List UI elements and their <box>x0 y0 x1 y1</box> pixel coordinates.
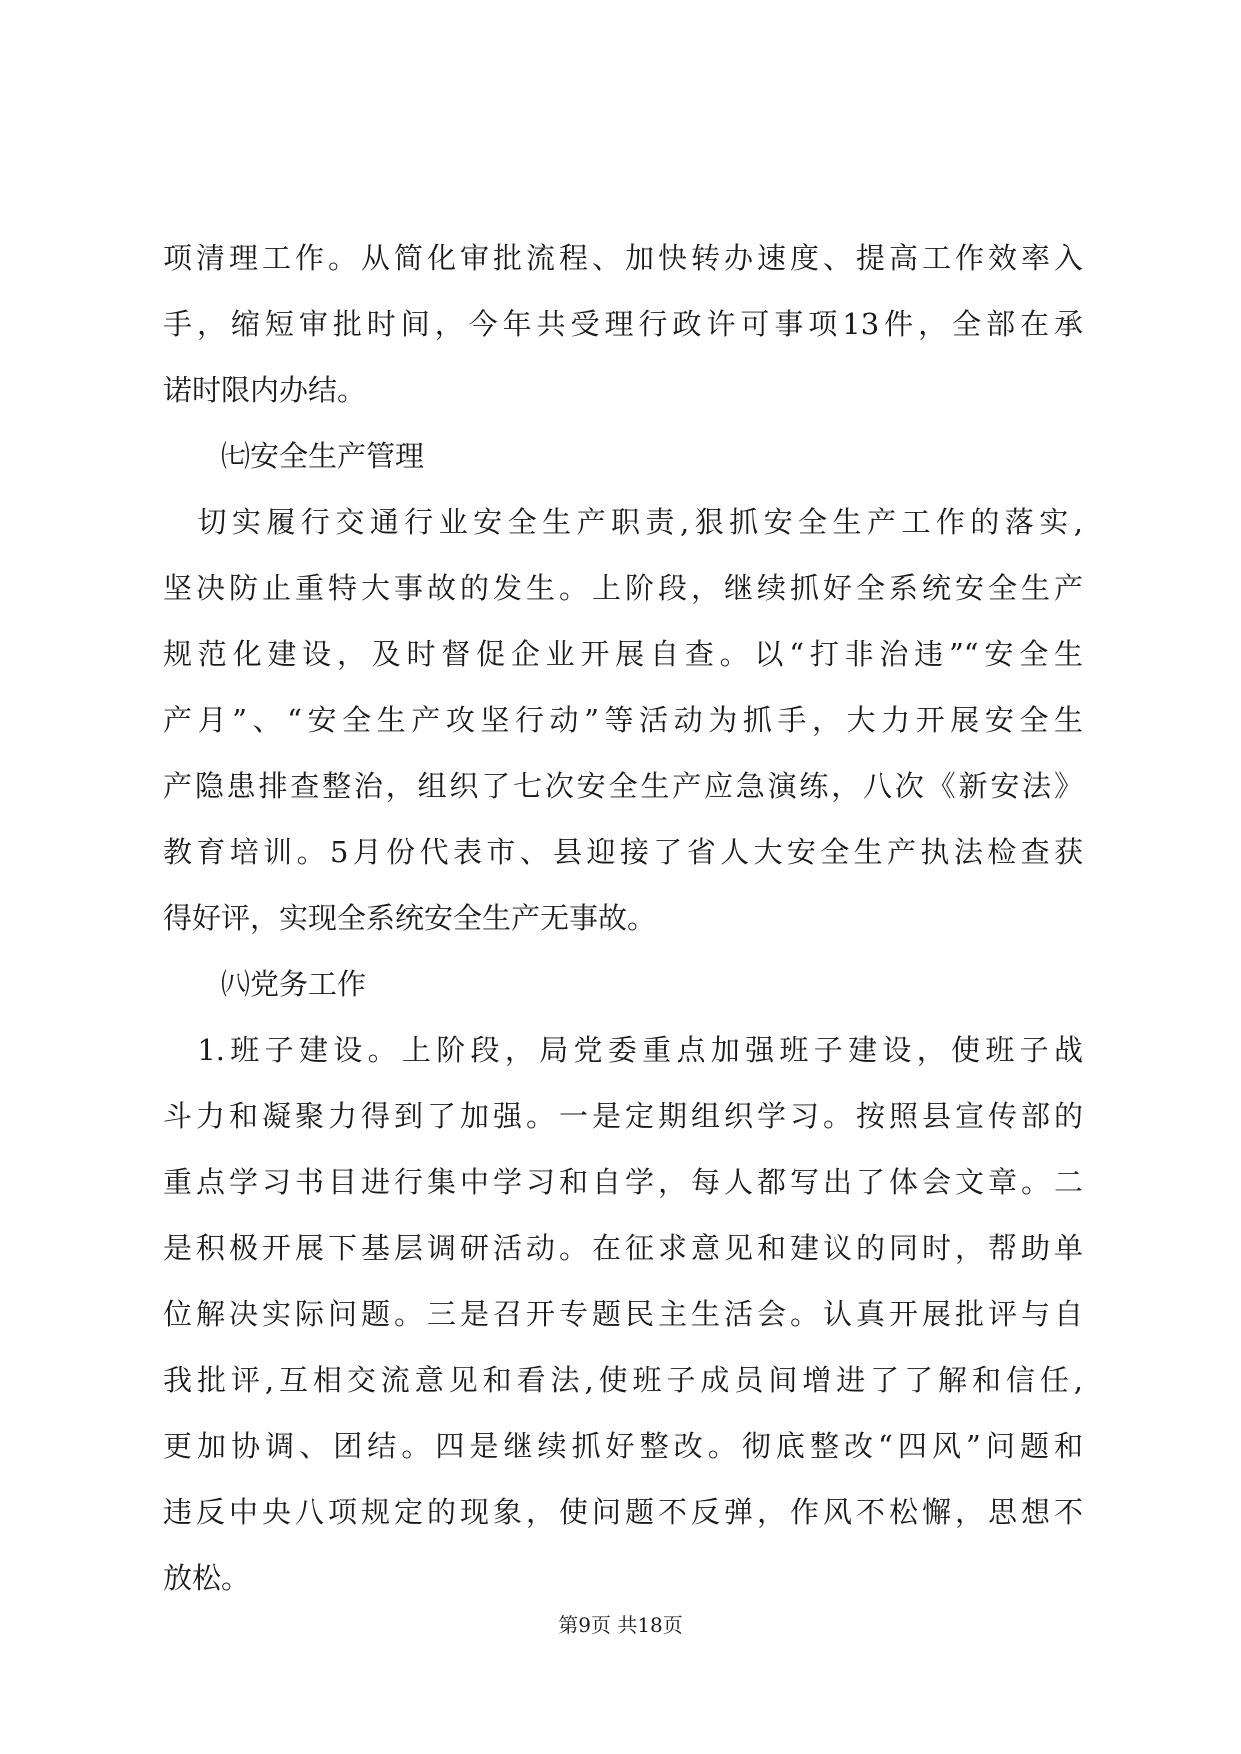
text-line: 1.班子建设。上阶段，局党委重点加强班子建设，使班子战 <box>163 1033 1083 1067</box>
text-line: 诺时限内办结。 <box>163 373 367 407</box>
page-footer: 第9页 共18页 <box>558 1613 683 1637</box>
text-line: 位解决实际问题。三是召开专题民主生活会。认真开展批评与自 <box>163 1297 1083 1331</box>
text-line: 规范化建设，及时督促企业开展自查。以“打非治违”“安全生 <box>163 637 1083 671</box>
text-line: 切实履行交通行业安全生产职责,狠抓安全生产工作的落实, <box>163 505 1083 539</box>
section-heading: ㈦安全生产管理 <box>221 439 425 473</box>
text-line: 更加协调、团结。四是继续抓好整改。彻底整改“四风”问题和 <box>163 1429 1083 1463</box>
text-line: 重点学习书目进行集中学习和自学，每人都写出了体会文章。二 <box>163 1165 1083 1199</box>
text-line: 违反中央八项规定的现象，使问题不反弹，作风不松懈，思想不 <box>163 1495 1083 1529</box>
text-line: 产隐患排查整治，组织了七次安全生产应急演练，八次《新安法》 <box>163 769 1083 803</box>
text-line: 产月”、“安全生产攻坚行动”等活动为抓手，大力开展安全生 <box>163 703 1083 737</box>
text-line: 斗力和凝聚力得到了加强。一是定期组织学习。按照县宣传部的 <box>163 1099 1083 1133</box>
text-line: 放松。 <box>163 1561 251 1595</box>
section-heading: ㈧党务工作 <box>221 967 367 1001</box>
text-line: 坚决防止重特大事故的发生。上阶段，继续抓好全系统安全生产 <box>163 571 1083 605</box>
text-line: 得好评，实现全系统安全生产无事故。 <box>163 901 657 935</box>
body-text <box>163 225 1083 1611</box>
text-line: 是积极开展下基层调研活动。在征求意见和建议的同时，帮助单 <box>163 1231 1083 1265</box>
text-line: 手，缩短审批时间，今年共受理行政许可事项13件，全部在承 <box>163 307 1083 341</box>
text-line: 教育培训。5月份代表市、县迎接了省人大安全生产执法检查获 <box>163 835 1083 869</box>
text-line: 项清理工作。从简化审批流程、加快转办速度、提高工作效率入 <box>163 241 1083 275</box>
text-line: 我批评,互相交流意见和看法,使班子成员间增进了了解和信任, <box>163 1363 1083 1397</box>
